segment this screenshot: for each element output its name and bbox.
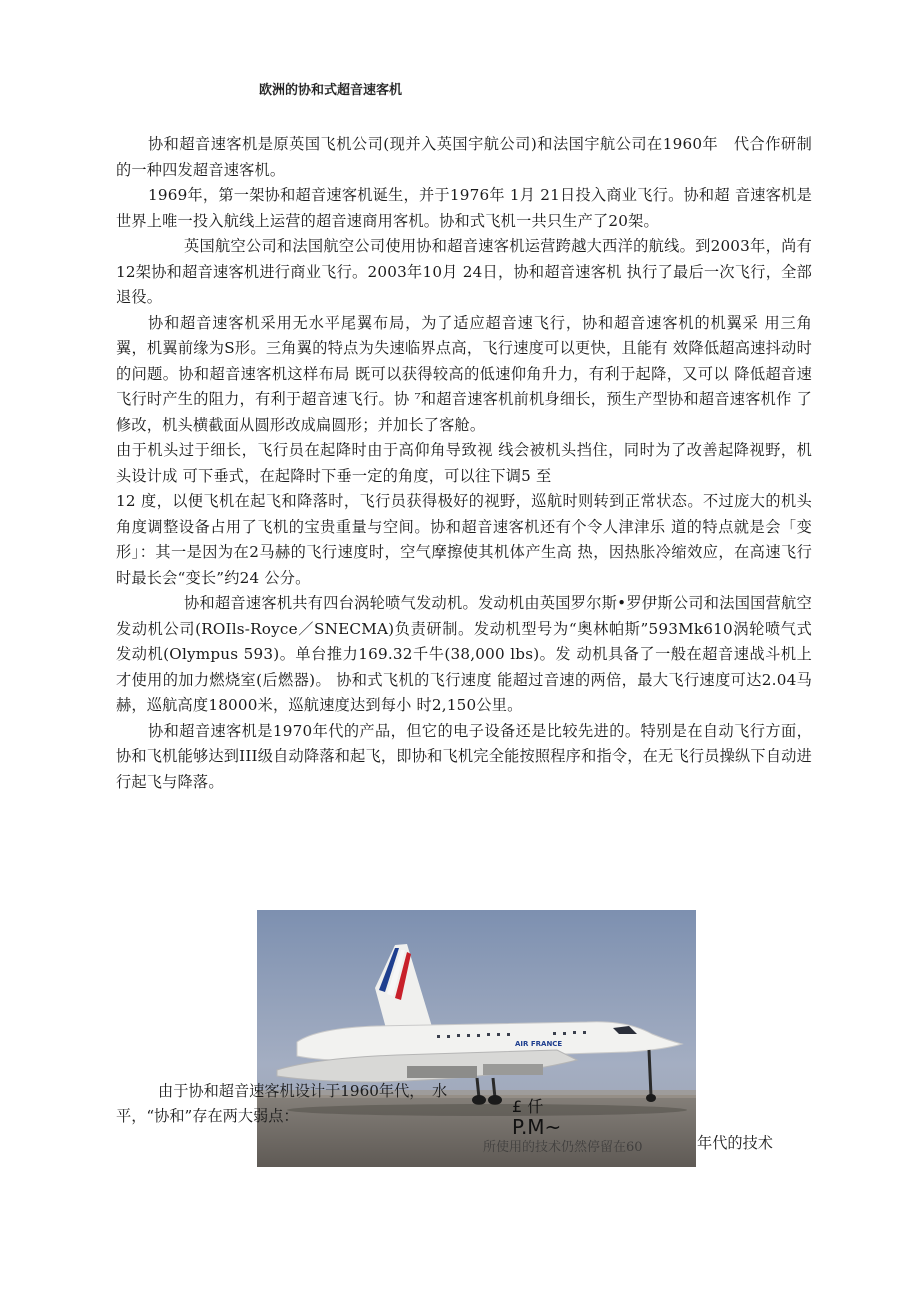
concorde-illustration — [257, 910, 696, 1167]
paragraph: 由于机头过于细长，飞行员在起降时由于高仰角导致视 线会被机头挡住，同时为了改善起降视野，机头设计成 可下垂式，在起降时下垂一定的角度，可以往下调5 至 — [116, 441, 812, 485]
paragraph: 英国航空公司和法国航空公司使用协和超音速客机运营跨越大西洋的航线。到2003年，尚有12架协和超音速客机进行商业飞行。2003年10月 24日，协和超音速客机 执行了最后一次飞行，全部退役。 — [116, 237, 812, 306]
aircraft-shadow — [287, 1104, 687, 1116]
engine-nacelle — [483, 1064, 543, 1075]
overlay-glyphs: P.M~ — [512, 1115, 562, 1139]
paragraph: 协和超音速客机采用无水平尾翼布局，为了适应超音速飞行，协和超音速客机的机翼采 用三角翼，机翼前缘为S形。三角翼的特点为失速临界点高，飞行速度可以更快，且能有 效降低超高速抖动时的问题。协和超音速客机这样布局 既可以获得较高的低速仰角升力，有利于起降，又可以 降低超音速飞行时产生的阻力，有利于超音速飞行。协 ⁷和超音速客机前机身细长，预生产型协和超音速客机作 了修改，机头横截面从圆形改成扁圆形；并加长了客舱。 — [116, 313, 812, 434]
paragraph: 协和超音速客机共有四台涡轮喷气发动机。发动机由英国罗尔斯•罗伊斯公司和法国国营航空发动机公司(ROIls-Royce／SNECMA)负责研制。发动机型号为“奥林帕斯”593Mk610涡轮喷气式发动机(Olympus 593)。单台推力169.32千牛(38,000 lbs)。发 动机具备了一般在超音速战斗机上才使用的加力燃烧室(后燃器)。 协和式飞机的飞行速度 能超过音速的两倍，最大飞行速度可达2.04马赫，巡航高度18000米，巡航速度达到每小 时2,150公里。 — [116, 594, 812, 714]
overlay-glyphs: £ 仟 — [512, 1097, 544, 1116]
document-body — [116, 132, 812, 795]
caption-line-3: 年代的技术 — [697, 1134, 773, 1152]
paragraph: 协和超音速客机是原英国飞机公司(现并入英国宇航公司)和法国宇航公司在1960年 代合作研制的一种四发超音速客机。 — [116, 135, 812, 179]
fuselage-livery-text: AIR FRANCE — [515, 1040, 563, 1048]
concorde-photo — [257, 910, 696, 1167]
paragraph: 1969年，第一架协和超音速客机诞生，并于1976年 1月 21日投入商业飞行。协和超 音速客机是世界上唯一投入航线上运营的超音速商用客机。协和式飞机一共只生产了20架。 — [116, 186, 812, 230]
overlay-glyphs: 所使用的技术仍然停留在60 — [483, 1140, 643, 1155]
paragraph: 12 度，以便飞机在起飞和降落时，飞行员获得极好的视野，巡航时则转到正常状态。不过庞大的机头角度调整设备占用了飞机的宝贵重量与空间。协和超音速客机还有个令人津津乐 道的特点就是会「变形」：其一是因为在2马赫的飞行速度时，空气摩擦使其机体产生高 热，因热胀冷缩效应，在高速飞行时最长会“变长”约24 公分。 — [116, 492, 812, 587]
paragraph: 协和超音速客机是1970年代的产品，但它的电子设备还是比较先进的。特别是在自动飞行方面，协和飞机能够达到III级自动降落和起飞，即协和飞机完全能按照程序和指令，在无飞行员操纵下自动进行起飞与降落。 — [116, 721, 812, 791]
document-title: 欧洲的协和式超音速客机 — [259, 83, 403, 98]
engine-nacelle — [407, 1066, 477, 1078]
caption-line-1: 由于协和超音速客机设计于1960年代， 水 — [158, 1082, 448, 1100]
caption-line-2: 平，“协和”存在两大弱点： — [116, 1107, 299, 1125]
